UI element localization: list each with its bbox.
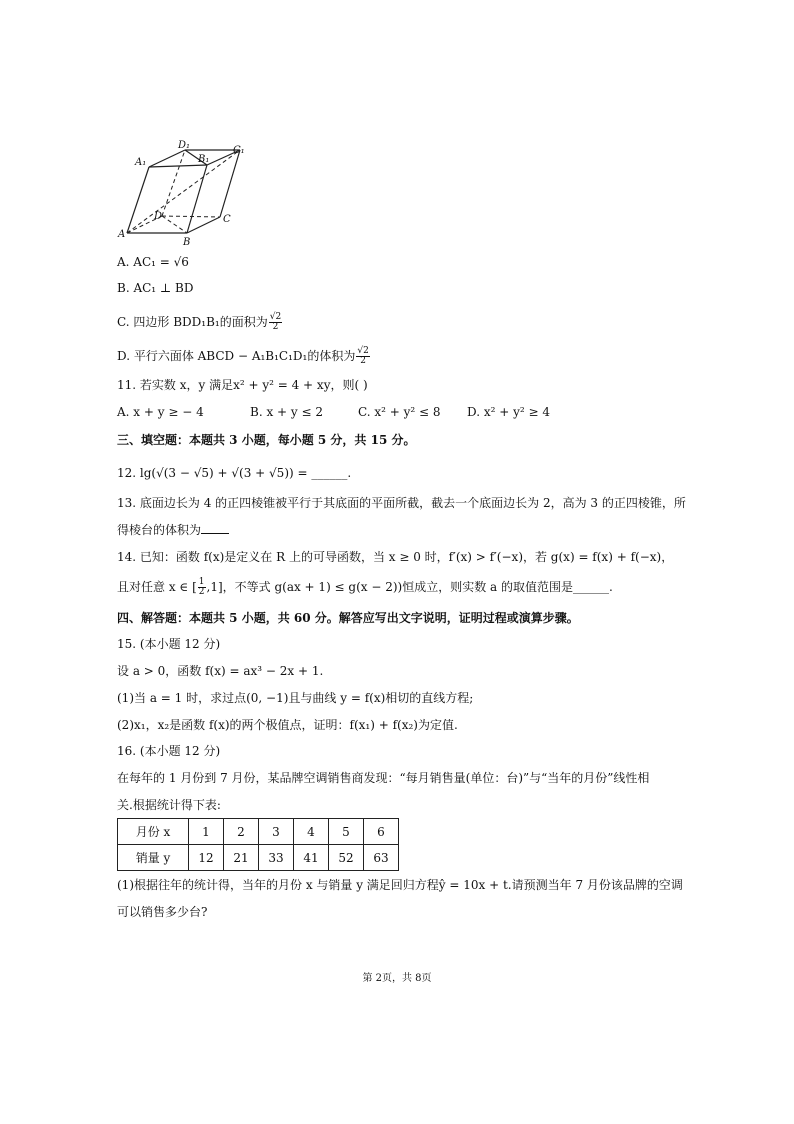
q16-line2: 关.根据统计得下表: bbox=[117, 798, 221, 812]
q14-frac-numerator: 1 bbox=[198, 577, 205, 587]
q10-c-denominator: 2 bbox=[272, 322, 279, 332]
q10-d-denominator: 2 bbox=[360, 356, 366, 366]
q15-part1: (1)当 a = 1 时，求过点(0, −1)且与曲线 y = f(x)相切的直线方程; bbox=[117, 691, 474, 705]
q14-frac-denominator: 2 bbox=[198, 587, 205, 597]
q14-line2 bbox=[117, 578, 613, 597]
label-A: A bbox=[118, 229, 126, 240]
diag-DB-hidden bbox=[162, 216, 187, 233]
q11-option-d: D. x² + y² ≥ 4 bbox=[467, 405, 550, 419]
edge-DD1-hidden bbox=[162, 150, 185, 216]
edge-BC bbox=[187, 217, 220, 233]
table-cell: 3 bbox=[259, 819, 294, 845]
q11-option-b: B. x + y ≤ 2 bbox=[250, 405, 323, 419]
label-C: C bbox=[223, 214, 231, 225]
q12-text: 12. lg(√(3 − √5) + √(3 + √5)) = ______. bbox=[117, 466, 352, 480]
q14-line2-end: ,1]，不等式 g(ax + 1) ≤ g(x − 2))恒成立，则实数 a 的取值范围是______. bbox=[206, 580, 613, 594]
q13-line2 bbox=[117, 522, 229, 538]
table-cell: 33 bbox=[259, 845, 294, 871]
table-cell: 6 bbox=[364, 819, 399, 845]
q10-option-d bbox=[117, 347, 371, 366]
q16-part1-line2: 可以销售多少台? bbox=[117, 905, 208, 919]
q15-title: 15. (本小题 12 分) bbox=[117, 637, 221, 651]
q11-options bbox=[117, 405, 677, 421]
parallelepiped-figure bbox=[117, 137, 257, 249]
q13-line1: 13. 底面边长为 4 的正四棱锥被平行于其底面的平面所截，截去一个底面边长为 2，高为 3 的正四棱锥，所 bbox=[117, 496, 686, 510]
edge-DC-hidden bbox=[162, 216, 220, 217]
edge-A1D1 bbox=[149, 150, 185, 167]
edge-BB1 bbox=[187, 165, 207, 233]
table-cell: 52 bbox=[329, 845, 364, 871]
label-A1: A₁ bbox=[135, 157, 147, 168]
table-cell: 41 bbox=[294, 845, 329, 871]
table-header-month: 月份 x bbox=[118, 819, 189, 845]
table-cell: 21 bbox=[224, 845, 259, 871]
q15-stem: 设 a > 0，函数 f(x) = ax³ − 2x + 1. bbox=[117, 664, 324, 678]
table-cell: 2 bbox=[224, 819, 259, 845]
q10-option-d-fraction bbox=[356, 347, 369, 366]
q11-option-c: C. x² + y² ≤ 8 bbox=[358, 405, 441, 419]
table-row-sales bbox=[118, 845, 399, 871]
table-row-month bbox=[118, 819, 399, 845]
q10-c-numerator: √2 bbox=[269, 312, 282, 322]
page-footer: 第 2页，共 8页 bbox=[362, 973, 432, 984]
edge-A1B1 bbox=[149, 165, 207, 167]
table-cell: 63 bbox=[364, 845, 399, 871]
table-cell: 4 bbox=[294, 819, 329, 845]
q10-option-c bbox=[117, 313, 283, 332]
q10-option-d-text: D. 平行六面体 ABCD − A₁B₁C₁D₁的体积为 bbox=[117, 349, 356, 363]
label-C1: C₁ bbox=[233, 145, 245, 156]
q10-option-a: A. AC₁ = √6 bbox=[117, 255, 189, 269]
label-D1: D₁ bbox=[178, 140, 191, 151]
label-D: D bbox=[154, 211, 163, 222]
q14-fraction bbox=[198, 578, 206, 597]
q10-option-b: B. AC₁ ⊥ BD bbox=[117, 281, 194, 295]
section-4-heading: 四、解答题：本题共 5 小题，共 60 分。解答应写出文字说明，证明过程或演算步骤。 bbox=[117, 611, 579, 625]
table-cell: 12 bbox=[189, 845, 224, 871]
q15-part2: (2)x₁，x₂是函数 f(x)的两个极值点，证明：f(x₁) + f(x₂)为定值. bbox=[117, 718, 458, 732]
table-cell: 1 bbox=[189, 819, 224, 845]
table-cell: 5 bbox=[329, 819, 364, 845]
q13-line2-text: 得棱台的体积为 bbox=[117, 523, 202, 537]
q14-line2-start: 且对任意 x ∈ [ bbox=[117, 580, 197, 594]
q11-option-a: A. x + y ≥ − 4 bbox=[117, 405, 204, 419]
edge-AA1 bbox=[127, 167, 149, 233]
label-B1: B₁ bbox=[198, 154, 210, 165]
edge-CC1 bbox=[220, 150, 240, 217]
q13-answer-blank bbox=[201, 522, 229, 534]
sales-table bbox=[117, 818, 399, 871]
q10-option-c-text: C. 四边形 BDD₁B₁的面积为 bbox=[117, 315, 268, 329]
table-header-sales: 销量 y bbox=[118, 845, 189, 871]
label-B: B bbox=[183, 237, 191, 248]
q10-option-c-fraction bbox=[269, 313, 282, 332]
q11-stem: 11. 若实数 x，y 满足x² + y² = 4 + xy，则( ) bbox=[117, 378, 368, 392]
q16-part1-line1: (1)根据往年的统计得，当年的月份 x 与销量 y 满足回归方程ŷ = 10x + t.请预测当年 7 月份该品牌的空调 bbox=[117, 878, 683, 892]
q14-line1: 14. 已知：函数 f(x)是定义在 R 上的可导函数，当 x ≥ 0 时，f′(x) > f′(−x)，若 g(x) = f(x) + f(−x)， bbox=[117, 550, 674, 564]
q10-d-numerator: √2 bbox=[357, 346, 369, 356]
q16-line1: 在每年的 1 月份到 7 月份，某品牌空调销售商发现：“每月销售量(单位：台)”与“当年的月份”线性相 bbox=[117, 771, 650, 785]
q16-title: 16. (本小题 12 分) bbox=[117, 744, 221, 758]
section-3-heading: 三、填空题：本题共 3 小题，每小题 5 分，共 15 分。 bbox=[117, 433, 416, 447]
